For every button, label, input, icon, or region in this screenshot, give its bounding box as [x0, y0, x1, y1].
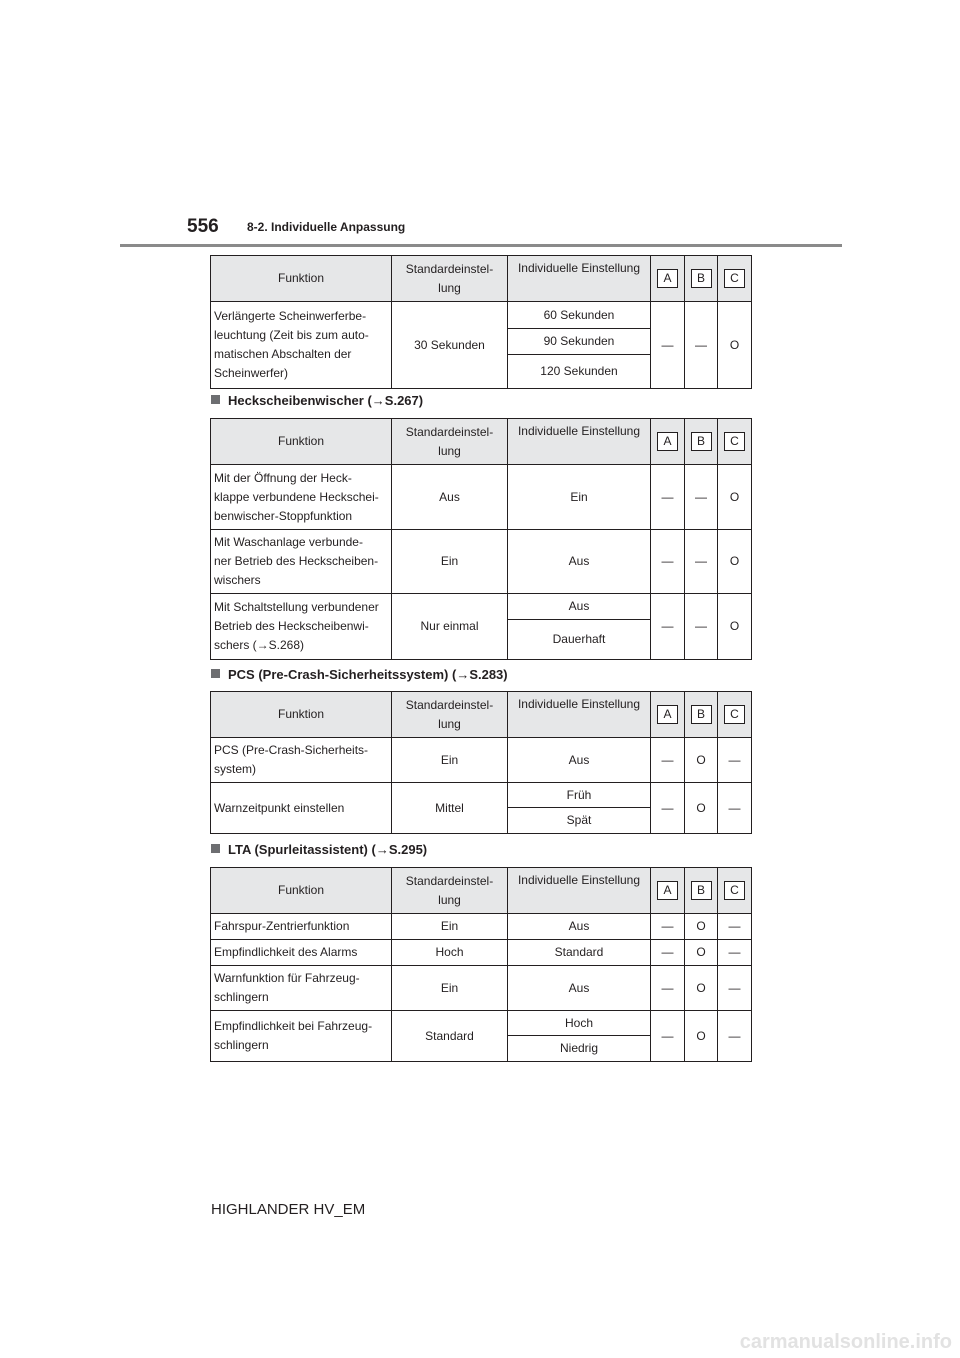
col-header-a [651, 256, 685, 302]
bullet-square-icon [211, 669, 220, 678]
headlight-settings-table [210, 255, 752, 389]
col-header-b [685, 419, 718, 465]
box-a-label: A [657, 705, 678, 724]
default-cell: Ein [392, 530, 508, 594]
arrow-icon: → [375, 842, 389, 857]
table-row [211, 530, 752, 594]
c-cell: — [718, 783, 752, 834]
section-heading-pcs [211, 667, 508, 682]
a-cell: — [651, 1011, 685, 1062]
col-header-individuell: Individuelle Einstellung [508, 256, 651, 302]
function-cell: PCS (Pre-Crash-Sicherheits- system) [211, 738, 392, 783]
c-cell: — [718, 966, 752, 1011]
col-header-c [718, 868, 752, 914]
option-cell: Aus [508, 530, 651, 594]
section-heading-rear-wiper [211, 393, 423, 408]
default-cell: Standard [392, 1011, 508, 1062]
a-cell: — [651, 966, 685, 1011]
col-header-funktion: Funktion [211, 419, 392, 465]
table-row [211, 594, 752, 620]
default-cell: Aus [392, 465, 508, 530]
table-row [211, 783, 752, 808]
function-cell: Mit Waschanlage verbunde- ner Betrieb des Heckscheiben- wischers [211, 530, 392, 594]
c-cell: — [718, 1011, 752, 1062]
function-cell: Empfindlichkeit des Alarms [211, 940, 392, 966]
c-cell: O [718, 594, 752, 660]
b-cell: O [685, 783, 718, 834]
c-cell: O [718, 302, 752, 389]
col-header-c [718, 256, 752, 302]
a-cell: — [651, 914, 685, 940]
function-cell: Warnfunktion für Fahrzeug- schlingern [211, 966, 392, 1011]
c-cell: — [718, 738, 752, 783]
header-divider [120, 244, 842, 247]
option-cell: Aus [508, 738, 651, 783]
default-cell: Ein [392, 966, 508, 1011]
section-heading-lta [211, 842, 427, 857]
option-cell: 60 Sekunden [508, 302, 651, 329]
b-cell: O [685, 914, 718, 940]
col-header-individuell: Individuelle Einstellung [508, 692, 651, 738]
box-c-label: C [724, 881, 745, 900]
bullet-square-icon [211, 844, 220, 853]
function-cell: Mit Schaltstellung verbundener Betrieb des Heckscheibenwi- schers (→S.268) [211, 594, 392, 660]
col-header-a [651, 692, 685, 738]
a-cell: — [651, 465, 685, 530]
box-c-label: C [724, 432, 745, 451]
option-cell: 120 Sekunden [508, 355, 651, 389]
rear-wiper-table [210, 418, 752, 660]
page-number: 556 [187, 216, 219, 237]
c-cell: — [718, 940, 752, 966]
watermark: carmanualsonline.info [739, 1331, 952, 1353]
box-b-label: B [691, 881, 712, 900]
b-cell: — [685, 302, 718, 389]
table-row [211, 940, 752, 966]
col-header-b [685, 256, 718, 302]
box-a-label: A [657, 432, 678, 451]
col-header-c [718, 692, 752, 738]
function-cell: Fahrspur-Zentrierfunktion [211, 914, 392, 940]
box-c-label: C [724, 269, 745, 288]
function-cell: Mit der Öffnung der Heck- klappe verbundene Heckschei- benwischer-Stoppfunktion [211, 465, 392, 530]
a-cell: — [651, 594, 685, 660]
col-header-a [651, 419, 685, 465]
b-cell: — [685, 530, 718, 594]
c-cell: O [718, 465, 752, 530]
section-title: LTA (Spurleitassistent) ( [228, 842, 376, 857]
a-cell: — [651, 302, 685, 389]
col-header-individuell: Individuelle Einstellung [508, 419, 651, 465]
b-cell: — [685, 594, 718, 660]
footer-model-name: HIGHLANDER HV_EM [211, 1201, 366, 1218]
col-header-funktion: Funktion [211, 256, 392, 302]
col-header-a [651, 868, 685, 914]
b-cell: O [685, 738, 718, 783]
default-cell: Ein [392, 914, 508, 940]
col-header-c [718, 419, 752, 465]
col-header-b [685, 692, 718, 738]
b-cell: O [685, 966, 718, 1011]
section-title: PCS (Pre-Crash-Sicherheitssystem) ( [228, 667, 457, 682]
table-row [211, 966, 752, 1011]
table-row [211, 914, 752, 940]
box-c-label: C [724, 705, 745, 724]
option-cell: Früh [508, 783, 651, 808]
option-cell: Aus [508, 914, 651, 940]
option-cell: Dauerhaft [508, 620, 651, 660]
option-cell: Aus [508, 594, 651, 620]
b-cell: O [685, 1011, 718, 1062]
col-header-standard: Standardeinstel- lung [392, 256, 508, 302]
chapter-title: 8-2. Individuelle Anpassung [247, 220, 406, 234]
section-title: Heckscheibenwischer ( [228, 393, 372, 408]
function-cell: Verlängerte Scheinwerferbe- leuchtung (Zeit bis zum auto- matischen Abschalten der Scheinwerfer) [211, 302, 392, 389]
col-header-standard: Standardeinstel- lung [392, 692, 508, 738]
option-cell: Spät [508, 808, 651, 834]
default-cell: Mittel [392, 783, 508, 834]
option-cell: Standard [508, 940, 651, 966]
col-header-funktion: Funktion [211, 692, 392, 738]
pcs-table [210, 691, 752, 834]
default-cell: Nur einmal [392, 594, 508, 660]
option-cell: Aus [508, 966, 651, 1011]
c-cell: O [718, 530, 752, 594]
default-cell: Hoch [392, 940, 508, 966]
option-cell: Ein [508, 465, 651, 530]
option-cell: Hoch [508, 1011, 651, 1036]
table-row [211, 738, 752, 783]
arrow-icon: → [456, 667, 470, 682]
default-cell: 30 Sekunden [392, 302, 508, 389]
box-b-label: B [691, 269, 712, 288]
col-header-individuell: Individuelle Einstellung [508, 868, 651, 914]
arrow-icon: → [371, 393, 385, 408]
col-header-funktion: Funktion [211, 868, 392, 914]
lta-table [210, 867, 752, 1062]
box-b-label: B [691, 705, 712, 724]
a-cell: — [651, 940, 685, 966]
bullet-square-icon [211, 395, 220, 404]
b-cell: — [685, 465, 718, 530]
col-header-standard: Standardeinstel- lung [392, 419, 508, 465]
function-cell: Warnzeitpunkt einstellen [211, 783, 392, 834]
c-cell: — [718, 914, 752, 940]
b-cell: O [685, 940, 718, 966]
page-ref-link[interactable]: S.295) [388, 842, 428, 857]
option-cell: Niedrig [508, 1036, 651, 1062]
a-cell: — [651, 783, 685, 834]
box-a-label: A [657, 269, 678, 288]
box-a-label: A [657, 881, 678, 900]
default-cell: Ein [392, 738, 508, 783]
option-cell: 90 Sekunden [508, 329, 651, 355]
box-b-label: B [691, 432, 712, 451]
page-ref-link[interactable]: S.283) [469, 667, 508, 682]
page-ref-link[interactable]: S.267) [384, 393, 424, 408]
table-row [211, 1011, 752, 1036]
a-cell: — [651, 738, 685, 783]
table-row [211, 465, 752, 530]
col-header-b [685, 868, 718, 914]
a-cell: — [651, 530, 685, 594]
function-cell: Empfindlichkeit bei Fahrzeug- schlingern [211, 1011, 392, 1062]
col-header-standard: Standardeinstel- lung [392, 868, 508, 914]
